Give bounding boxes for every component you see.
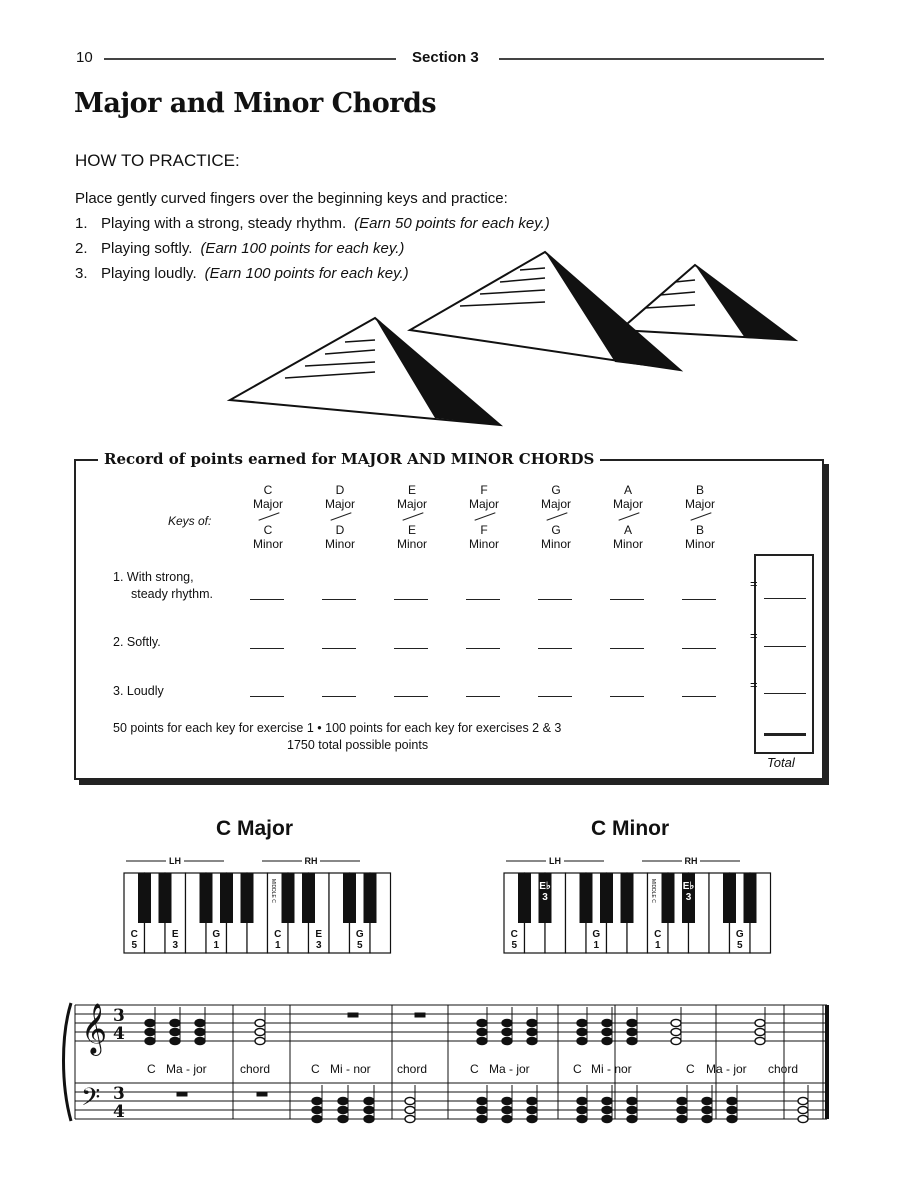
black-key [364, 873, 377, 923]
points-blank[interactable] [610, 648, 644, 649]
hand-label: RH [684, 856, 698, 866]
note-head [312, 1106, 322, 1113]
note-head [338, 1106, 348, 1113]
note-head [677, 1097, 687, 1104]
finger-label: 1 [274, 940, 281, 951]
note-head [477, 1097, 487, 1104]
finger-label: G [592, 929, 601, 940]
finger-label: 5 [131, 940, 138, 951]
lyric-syllable: chord [240, 1062, 271, 1076]
hand-label: RH [304, 856, 318, 866]
points-blank[interactable] [538, 696, 572, 697]
points-blank[interactable] [682, 648, 716, 649]
exercise-row-label [113, 683, 164, 717]
key-major-letter: F [480, 483, 488, 497]
points-blank[interactable] [394, 696, 428, 697]
key-major-letter: E [407, 483, 416, 497]
note-head [527, 1097, 537, 1104]
note-head [602, 1037, 612, 1044]
note-head [671, 1019, 681, 1026]
finger-label: G [735, 929, 744, 940]
note-head [602, 1028, 612, 1035]
black-key [518, 873, 531, 923]
key-minor-letter: E [407, 523, 416, 537]
bass-clef: 𝄢 [81, 1083, 101, 1118]
note-head [145, 1028, 155, 1035]
black-key [282, 873, 295, 923]
note-head [170, 1037, 180, 1044]
key-divider [454, 511, 514, 523]
total-label: Total [767, 755, 795, 770]
intro-text: Place gently curved fingers over the beginning keys and practice: [75, 190, 508, 207]
note-head [477, 1028, 487, 1035]
key-header [238, 483, 298, 551]
points-blank[interactable] [250, 648, 284, 649]
note-head [527, 1037, 537, 1044]
note-head [255, 1037, 265, 1044]
step-text: Playing loudly. [101, 265, 197, 282]
finger-label: 5 [511, 940, 518, 951]
key-major-letter: C [263, 483, 273, 497]
total-blank[interactable] [764, 693, 806, 694]
key-minor-word: Minor [612, 537, 643, 551]
time-signature: 4 [113, 1102, 125, 1122]
exercise-row-label [113, 569, 213, 603]
note-head [364, 1115, 374, 1122]
black-key [744, 873, 757, 923]
points-blank[interactable] [250, 599, 284, 600]
note-head [364, 1106, 374, 1113]
note-head [405, 1115, 415, 1122]
note-head [502, 1106, 512, 1113]
step-text: Playing softly. [101, 240, 193, 257]
black-key [200, 873, 213, 923]
note-head [255, 1028, 265, 1035]
note-head [727, 1106, 737, 1113]
note-head [502, 1028, 512, 1035]
note-head [577, 1097, 587, 1104]
finger-label: 3 [315, 940, 322, 951]
note-head [577, 1019, 587, 1026]
key-minor-word: Minor [684, 537, 715, 551]
note-head [702, 1106, 712, 1113]
row-label-line1: 1. With strong, [113, 570, 194, 584]
key-divider [526, 511, 586, 523]
note-head [405, 1097, 415, 1104]
note-head [577, 1037, 587, 1044]
step-points: (Earn 50 points for each key.) [354, 215, 550, 232]
finger-label: E [315, 929, 323, 940]
key-header [670, 483, 730, 551]
note-head [577, 1028, 587, 1035]
total-box [754, 554, 814, 754]
lyric-syllable: Ma - jor [489, 1062, 530, 1076]
note-head [755, 1019, 765, 1026]
step-number: 1. [75, 215, 88, 232]
note-head [195, 1037, 205, 1044]
key-major-word: Major [324, 497, 355, 511]
finger-label: E♭ [682, 881, 695, 892]
points-blank[interactable] [682, 599, 716, 600]
note-head [755, 1037, 765, 1044]
lyric-syllable: Ma - jor [706, 1062, 747, 1076]
note-head [602, 1106, 612, 1113]
note-head [477, 1106, 487, 1113]
pyramids-illustration [225, 250, 800, 430]
finger-label: 3 [685, 892, 692, 903]
key-minor-letter: A [623, 523, 632, 537]
black-key [241, 873, 254, 923]
key-major-word: Major [612, 497, 643, 511]
note-head [502, 1019, 512, 1026]
note-head [798, 1097, 808, 1104]
finger-label: 3 [542, 892, 548, 903]
key-minor-letter: C [263, 523, 273, 537]
step-points: (Earn 100 points for each key.) [204, 265, 409, 282]
note-head [671, 1028, 681, 1035]
points-blank[interactable] [466, 696, 500, 697]
row-label-line2 [113, 652, 131, 666]
key-minor-word: Minor [468, 537, 499, 551]
note-head [702, 1115, 712, 1122]
points-blank[interactable] [538, 599, 572, 600]
lyric-syllable: Mi - nor [330, 1062, 371, 1076]
time-signature: 3 [113, 1084, 125, 1104]
key-major-letter: G [551, 483, 561, 497]
key-minor-word: Minor [252, 537, 283, 551]
note-head [502, 1115, 512, 1122]
note-head [677, 1115, 687, 1122]
section-label: Section 3 [412, 49, 479, 66]
points-blank[interactable] [610, 696, 644, 697]
key-major-word: Major [396, 497, 427, 511]
note-head [577, 1106, 587, 1113]
key-divider [598, 511, 658, 523]
row-label-line1: 2. Softly. [113, 635, 161, 649]
note-head [170, 1028, 180, 1035]
row-label-line2 [113, 701, 131, 715]
black-key [220, 873, 233, 923]
equals-sign: = [750, 677, 758, 692]
lyric-syllable: chord [397, 1062, 428, 1076]
middle-c-label: MIDDLE C [649, 879, 656, 903]
key-minor-word: Minor [324, 537, 355, 551]
finger-label: C [654, 929, 662, 940]
finger-label: E [171, 929, 179, 940]
key-header [310, 483, 370, 551]
hand-label: LH [169, 856, 181, 866]
points-blank[interactable] [682, 696, 716, 697]
equals-sign: = [750, 628, 758, 643]
note-head [627, 1097, 637, 1104]
note-head [338, 1115, 348, 1122]
lyric-syllable: C [147, 1062, 156, 1076]
black-key [302, 873, 315, 923]
key-minor-letter: B [695, 523, 704, 537]
points-blank[interactable] [250, 696, 284, 697]
points-blank[interactable] [322, 696, 356, 697]
finger-label: E♭ [539, 881, 551, 892]
note-head [170, 1019, 180, 1026]
note-head [145, 1037, 155, 1044]
record-title: Record of points earned for MAJOR AND MINOR CHORDS [98, 450, 600, 468]
note-head [477, 1019, 487, 1026]
key-header [454, 483, 514, 551]
key-minor-word: Minor [540, 537, 571, 551]
middle-c-label: MIDDLE C [269, 879, 276, 903]
black-key [159, 873, 172, 923]
points-blank[interactable] [538, 648, 572, 649]
lyric-syllable: C [573, 1062, 582, 1076]
note-head [627, 1115, 637, 1122]
finger-label: C [130, 929, 138, 940]
key-header [526, 483, 586, 551]
note-head [677, 1106, 687, 1113]
key-minor-letter: D [335, 523, 345, 537]
note-head [312, 1115, 322, 1122]
points-blank[interactable] [322, 648, 356, 649]
note-head [627, 1028, 637, 1035]
key-divider [238, 511, 298, 523]
note-head [255, 1019, 265, 1026]
note-head [338, 1097, 348, 1104]
key-major-letter: D [335, 483, 345, 497]
note-head [195, 1019, 205, 1026]
total-possible-note: 1750 total possible points [287, 738, 429, 752]
note-head [602, 1115, 612, 1122]
time-signature: 3 [113, 1006, 125, 1026]
key-major-word: Major [252, 497, 283, 511]
finger-label: G [355, 929, 364, 940]
chord-title-major: C Major [216, 817, 294, 840]
points-note: 50 points for each key for exercise 1 • 100 points for each key for exercises 2 & 3 [113, 721, 562, 735]
hand-label: LH [549, 856, 561, 866]
black-key [621, 873, 634, 923]
lyric-syllable: Ma - jor [166, 1062, 207, 1076]
header-rule-left [104, 58, 396, 60]
finger-label: 5 [356, 940, 363, 951]
key-major-letter: B [695, 483, 704, 497]
black-key [343, 873, 356, 923]
key-major-word: Major [540, 497, 571, 511]
note-head [798, 1106, 808, 1113]
whole-rest [415, 1013, 425, 1017]
note-head [755, 1028, 765, 1035]
points-blank[interactable] [394, 648, 428, 649]
note-head [727, 1097, 737, 1104]
total-blank[interactable] [764, 598, 806, 599]
points-blank[interactable] [394, 599, 428, 600]
black-key [580, 873, 593, 923]
treble-clef: 𝄞 [81, 1003, 108, 1054]
lyric-syllable: Mi - nor [591, 1062, 632, 1076]
equals-sign: = [750, 576, 758, 591]
finger-label: 1 [213, 940, 220, 951]
system-brace [64, 1003, 72, 1121]
black-key [138, 873, 151, 923]
note-head [627, 1019, 637, 1026]
whole-rest [177, 1092, 187, 1096]
key-header [598, 483, 658, 551]
note-head [527, 1019, 537, 1026]
how-to-heading: HOW TO PRACTICE: [75, 151, 240, 170]
key-header [382, 483, 442, 551]
whole-rest [257, 1092, 267, 1096]
note-head [405, 1106, 415, 1113]
note-head [477, 1037, 487, 1044]
points-blank[interactable] [322, 599, 356, 600]
note-head [527, 1028, 537, 1035]
black-key [662, 873, 675, 923]
step-number: 2. [75, 240, 88, 257]
note-head [671, 1037, 681, 1044]
points-blank[interactable] [610, 599, 644, 600]
key-minor-word: Minor [396, 537, 427, 551]
lyric-syllable: C [311, 1062, 320, 1076]
note-head [602, 1097, 612, 1104]
total-blank[interactable] [764, 646, 806, 647]
note-head [627, 1106, 637, 1113]
finger-label: 1 [654, 940, 661, 951]
note-head [364, 1097, 374, 1104]
key-divider [670, 511, 730, 523]
points-blank[interactable] [466, 599, 500, 600]
lyric-syllable: C [470, 1062, 479, 1076]
key-minor-letter: G [551, 523, 561, 537]
note-head [312, 1097, 322, 1104]
points-blank[interactable] [466, 648, 500, 649]
finger-label: 1 [593, 940, 600, 951]
note-head [798, 1115, 808, 1122]
practice-step [75, 215, 550, 232]
c-minor-keyboard [500, 855, 785, 955]
black-key [723, 873, 736, 923]
note-head [502, 1097, 512, 1104]
time-signature: 4 [113, 1024, 125, 1044]
step-points: (Earn 100 points for each key.) [200, 240, 405, 257]
page-title: Major and Minor Chords [74, 88, 437, 119]
key-major-letter: A [623, 483, 632, 497]
note-head [502, 1037, 512, 1044]
key-major-word: Major [468, 497, 499, 511]
grand-total-blank[interactable] [764, 733, 806, 736]
header-rule-right [499, 58, 824, 60]
lyric-syllable: C [686, 1062, 695, 1076]
page-number: 10 [76, 49, 93, 66]
note-head [602, 1019, 612, 1026]
row-label-line2: steady rhythm. [131, 587, 213, 601]
key-minor-letter: F [480, 523, 488, 537]
whole-rest [348, 1013, 358, 1017]
note-head [527, 1115, 537, 1122]
note-head [577, 1115, 587, 1122]
row-label-line1: 3. Loudly [113, 684, 164, 698]
finger-label: C [274, 929, 282, 940]
finger-label: C [510, 929, 518, 940]
note-head [195, 1028, 205, 1035]
key-major-word: Major [684, 497, 715, 511]
key-divider [310, 511, 370, 523]
note-head [145, 1019, 155, 1026]
finger-label: G [212, 929, 221, 940]
finger-label: 3 [172, 940, 179, 951]
step-text: Playing with a strong, steady rhythm. [101, 215, 347, 232]
black-key [600, 873, 613, 923]
lyric-syllable: chord [768, 1062, 799, 1076]
note-head [627, 1037, 637, 1044]
exercise-row-label [113, 634, 161, 668]
chord-title-minor: C Minor [591, 817, 670, 840]
note-head [477, 1115, 487, 1122]
note-head [702, 1097, 712, 1104]
key-divider [382, 511, 442, 523]
note-head [527, 1106, 537, 1113]
step-number: 3. [75, 265, 88, 282]
note-head [727, 1115, 737, 1122]
keys-of-label: Keys of: [168, 514, 212, 528]
finger-label: 5 [736, 940, 743, 951]
c-major-keyboard [120, 855, 405, 955]
